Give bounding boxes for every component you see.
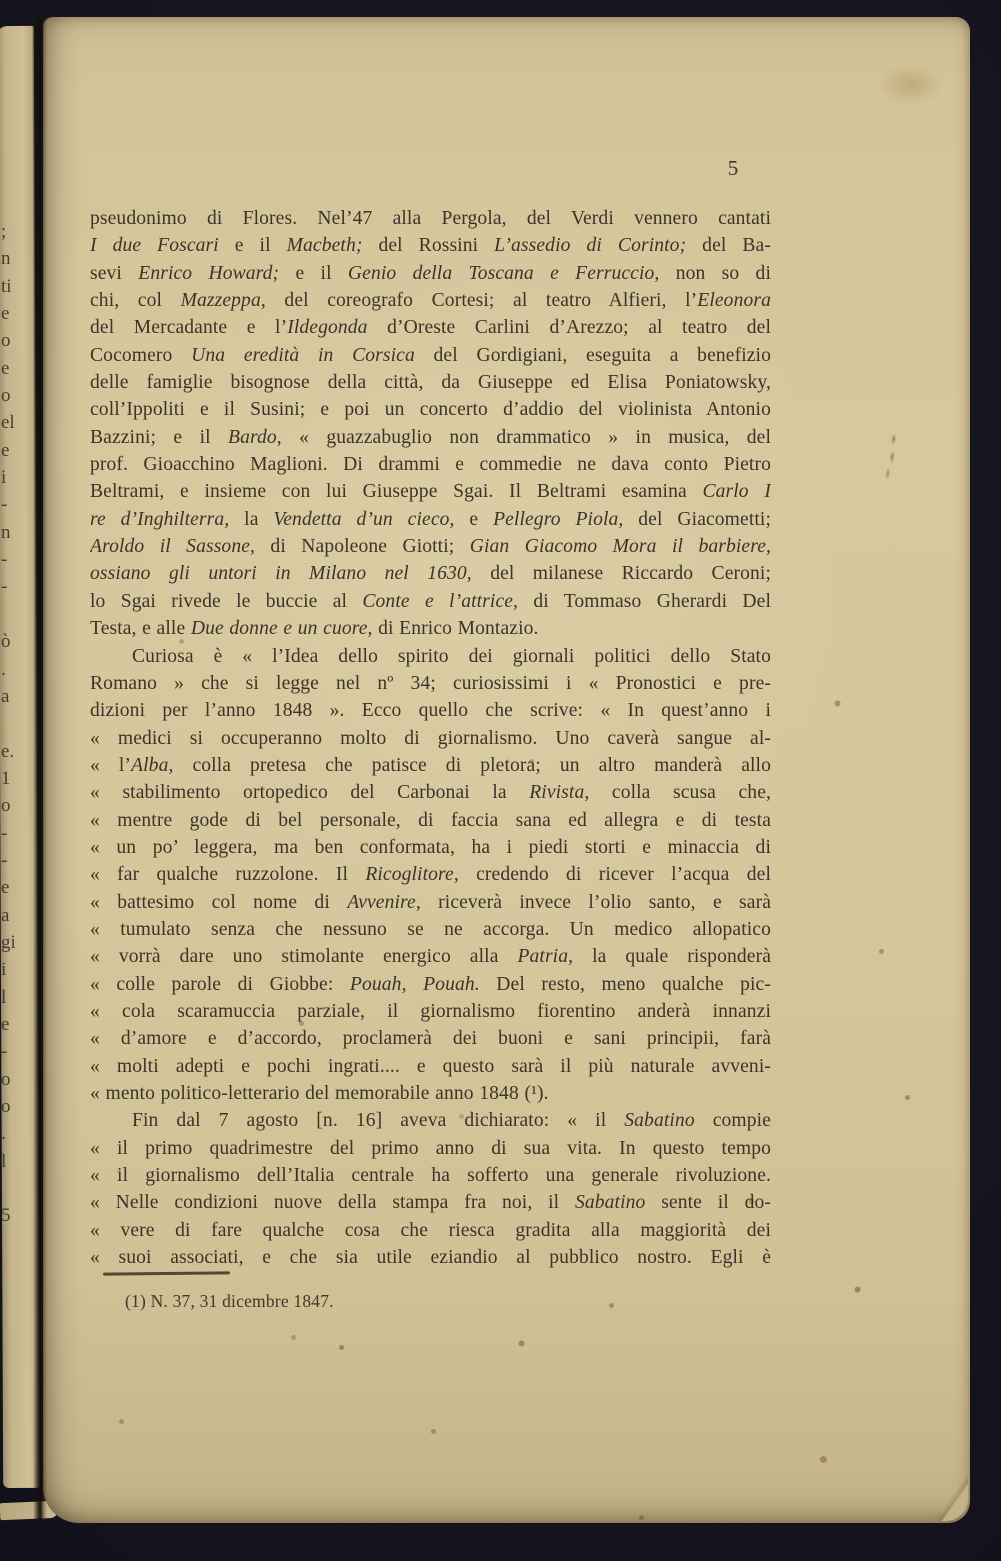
text-segment: credendo di ricever l’acqua del [458, 864, 771, 886]
text-segment: Beltrami, e insieme con lui Giuseppe Sgai. Il Beltrami esamina [90, 481, 703, 503]
edge-text-fragment: e [1, 1013, 10, 1035]
text-segment: « tumulato senza che nessuno se ne accorga. Un medico allopatico [90, 918, 771, 940]
text-segment: « far qualche ruzzolone. Il [90, 864, 366, 886]
book-gutter-shadow [33, 18, 47, 1520]
text-line [90, 943, 771, 970]
italic-text-segment: Ildegonda [287, 317, 368, 339]
italic-text-segment: Gian Giacomo Mora il barbiere, [469, 536, 771, 558]
italic-text-segment: Patria, [517, 946, 574, 968]
italic-text-segment: Carlo I [702, 481, 771, 503]
edge-text-fragment: el [1, 412, 15, 434]
text-segment: compie [694, 1110, 771, 1132]
text-segment: « mentre gode di bel personale, di faccia sana ed allegra e di testa [90, 809, 771, 831]
italic-text-segment: Aroldo il Sassone, [90, 536, 256, 558]
text-segment: Del resto, meno qualche pic- [479, 973, 771, 995]
italic-text-segment: Conte e l’attrice, [362, 590, 519, 612]
italic-text-segment: Bardo, [228, 426, 282, 448]
edge-text-fragment: n [1, 248, 11, 270]
edge-text-fragment: ò [1, 631, 11, 653]
italic-text-segment: I due Foscari [90, 235, 219, 257]
edge-text-fragment: gi [1, 931, 16, 953]
text-line [90, 232, 771, 259]
edge-text-fragment: o [1, 795, 11, 817]
text-segment: del coreografo Cortesi; al teatro Alfieri, l’ [265, 290, 698, 312]
text-segment: Romano » che si legge nel nº 34; curiosissimi i « Pronostici e pre- [90, 672, 771, 694]
edge-text-fragment: e [1, 439, 10, 461]
text-segment: « mento politico-letterario del memorabile anno 1848 (¹). [90, 1083, 549, 1104]
text-segment: del milanese Riccardo Ceroni; [471, 563, 771, 585]
italic-text-segment: Rivista, [529, 782, 590, 804]
text-line [90, 1135, 771, 1162]
text-line [90, 1025, 771, 1052]
edge-text-fragment: a [1, 904, 10, 926]
text-line [90, 369, 771, 396]
text-segment: chi, col [90, 290, 181, 312]
text-line [90, 861, 771, 888]
italic-text-segment: ossiano gli untori in Milano nel 1630, [90, 563, 472, 585]
page-number: 5 [727, 156, 739, 180]
ink-smudge [884, 429, 899, 487]
text-segment: « il giornalismo dell’Italia centrale ha sofferto una generale rivoluzione. [90, 1165, 771, 1187]
text-segment: lo Sgai rivede le buccie al [90, 590, 363, 612]
text-segment: delle famiglie bisognose della città, da Giuseppe ed Elisa Poniatowsky, [90, 372, 771, 394]
italic-text-segment: Una eredità in Corsica [191, 344, 415, 366]
italic-text-segment: Enrico Howard; [138, 262, 280, 284]
italic-text-segment: Genio della Toscana e Ferruccio, [347, 262, 660, 284]
text-line [90, 643, 771, 670]
edge-text-fragment: e. [1, 740, 15, 762]
text-line [90, 342, 771, 369]
edge-text-fragment: - [1, 1041, 8, 1063]
text-line [90, 396, 771, 423]
text-segment: e il [279, 262, 348, 284]
italic-text-segment: Eleonora [697, 290, 771, 312]
edge-text-fragment: l [1, 1150, 7, 1172]
text-segment: « guazzabuglio non drammatico » in musica, del [281, 426, 771, 448]
edge-text-fragment: o [1, 1068, 11, 1090]
text-line [90, 998, 771, 1025]
text-segment: « battesimo col nome di [90, 891, 348, 913]
italic-text-segment: Sabatino [574, 1192, 646, 1214]
italic-text-segment: re d’Inghilterra, [90, 508, 230, 530]
text-segment: la quale risponderà [573, 946, 771, 968]
edge-text-fragment: - [1, 822, 8, 844]
italic-text-segment: Due donne e un cuore, [190, 618, 373, 640]
text-segment: Testa, e alle [90, 618, 191, 640]
text-segment: « d’amore e d’accordo, proclamerà dei buoni e sani principii, farà [90, 1028, 771, 1050]
edge-text-fragment: ti [1, 275, 12, 297]
text-line [90, 752, 771, 779]
text-segment: d’Oreste Carlini d’Arezzo; al teatro del [367, 317, 771, 339]
text-segment: Curiosa è « l’Idea dello spirito dei giornali politici dello Stato [132, 645, 771, 667]
italic-text-segment: Alba, [131, 754, 174, 776]
text-segment: « molti adepti e pochi ingrati.... e questo sarà il più naturale avveni- [90, 1055, 771, 1077]
edge-text-fragment [1, 1175, 27, 1202]
text-line [90, 1053, 771, 1080]
edge-text-fragment: e [1, 303, 10, 325]
edge-text-fragment: i [1, 467, 7, 489]
italic-text-segment: Avvenire, [347, 891, 421, 913]
edge-text-fragment: a [1, 685, 10, 707]
text-line [90, 424, 771, 451]
text-segment: « medici si occuperanno molto di giornalismo. Uno caverà sangue al- [90, 727, 771, 749]
text-line [90, 807, 771, 834]
text-segment: del Giacometti; [623, 508, 771, 530]
text-segment: e il [218, 235, 287, 257]
italic-text-segment: Macbeth; [286, 235, 363, 257]
text-line [90, 779, 771, 806]
text-line [90, 916, 771, 943]
edge-text-fragment: o [1, 385, 11, 407]
italic-text-segment: Vendetta d’un cieco, [273, 508, 455, 530]
text-segment: del Gordigiani, eseguita a benefizio [414, 344, 771, 366]
text-segment: colla scusa che, [589, 782, 771, 804]
text-segment: la [229, 508, 274, 530]
text-segment: « vorrà dare uno stimolante energico alla [90, 946, 518, 968]
text-line [90, 1080, 771, 1107]
text-segment: sente il do- [645, 1192, 771, 1214]
text-segment: pseudonimo di Flores. Nel’47 alla Pergola, del Verdi vennero cantati [90, 208, 771, 229]
text-segment: « suoi associati, e che sia utile eziandio al pubblico nostro. Egli è [90, 1247, 771, 1269]
italic-text-segment: Pellegro Piola, [493, 508, 624, 530]
text-segment: del Ba- [686, 235, 771, 257]
edge-text-fragment: 5 [1, 1205, 11, 1227]
text-segment: prof. Gioacchino Maglioni. Di drammi e commedie ne dava conto Pietro [90, 454, 771, 476]
text-line [90, 506, 771, 533]
text-segment: « cola scaramuccia parziale, il giornalismo fiorentino anderà innanzi [90, 1000, 771, 1022]
text-line [90, 560, 771, 587]
text-segment: coll’Ippoliti e il Susini; e poi un concerto d’addio del violinista Antonio [90, 399, 771, 421]
text-segment: « colle parole di Giobbe: [90, 973, 350, 995]
text-line [90, 287, 771, 314]
text-segment: del Mercadante e l’ [90, 317, 288, 339]
edge-text-fragment: i [1, 959, 7, 981]
text-line [90, 478, 771, 505]
body-text [90, 205, 771, 1271]
text-line [90, 889, 771, 916]
text-segment: di Tommaso Gherardi Del [518, 590, 771, 612]
text-line [90, 1107, 771, 1134]
edge-text-fragment [1, 601, 27, 628]
text-line [90, 1244, 771, 1271]
edge-text-fragment: o [1, 330, 11, 352]
book-page [43, 17, 970, 1523]
text-segment: non so di [659, 262, 771, 284]
text-line [90, 588, 771, 615]
text-segment: riceverà invece l’olio santo, e sarà [420, 891, 771, 913]
text-line [90, 697, 771, 724]
text-line [90, 260, 771, 287]
edge-text-fragment: e [1, 357, 10, 379]
edge-text-fragment [1, 710, 27, 737]
italic-text-segment: L’assedio di Corinto; [494, 235, 687, 257]
footnote-text: (1) N. 37, 31 dicembre 1847. [125, 1291, 334, 1311]
text-line [90, 834, 771, 861]
text-segment: colla pretesa che patisce di pletora; un altro manderà allo [173, 754, 771, 776]
text-segment: Fin dal 7 agosto [n. 16] aveva dichiarato: « il [132, 1110, 625, 1132]
edge-text-fragment: - [1, 494, 8, 516]
text-line [90, 615, 771, 642]
page-corner-fold [914, 1477, 968, 1521]
edge-text-fragment: 1 [1, 767, 11, 789]
text-line [90, 971, 771, 998]
text-segment: e [454, 508, 494, 530]
edge-text-fragment: ; [1, 221, 7, 242]
text-segment: « l’ [90, 754, 132, 776]
italic-text-segment: Mazzeppa, [180, 290, 266, 312]
text-segment: di Napoleone Giotti; [255, 536, 470, 558]
text-segment: « stabilimento ortopedico del Carbonai la [90, 782, 530, 804]
previous-page-text-fragments [1, 218, 27, 1257]
text-segment: di Enrico Montazio. [372, 618, 539, 640]
text-segment: sevi [90, 262, 139, 284]
italic-text-segment: Ricoglitore, [365, 864, 459, 886]
edge-text-fragment: - [1, 849, 8, 871]
text-segment: « il primo quadrimestre del primo anno di sua vita. In questo tempo [90, 1137, 771, 1159]
text-line [90, 725, 771, 752]
edge-text-fragment: o [1, 1096, 11, 1117]
text-line [90, 670, 771, 697]
text-segment: « un po’ leggera, ma ben conformata, ha i piedi storti e minaccia di [90, 836, 771, 858]
text-segment: « Nelle condizioni nuove della stampa fra noi, il [90, 1192, 575, 1214]
text-line [90, 205, 771, 232]
italic-text-segment: Pouah, Pouah. [349, 973, 480, 995]
edge-text-fragment: - [1, 576, 8, 598]
text-segment: del Rossini [362, 235, 495, 257]
edge-text-fragment: . [1, 658, 6, 680]
text-segment: Bazzini; e il [90, 426, 228, 448]
edge-text-fragment: n [1, 521, 11, 543]
text-line [90, 1189, 771, 1216]
edge-text-fragment [1, 1230, 27, 1257]
text-segment: dizioni per l’anno 1848 ». Ecco quello che scrive: « In quest’anno i [90, 700, 771, 722]
edge-text-fragment: - [1, 549, 8, 571]
text-line [90, 533, 771, 560]
edge-text-fragment: l [1, 986, 7, 1008]
text-segment: « vere di fare qualche cosa che riesca gradita alla maggiorità dei [90, 1219, 771, 1241]
text-line [90, 314, 771, 341]
text-line [90, 1162, 771, 1189]
edge-text-fragment: . [1, 1123, 6, 1145]
text-line [90, 451, 771, 478]
footnote-rule [103, 1271, 230, 1275]
italic-text-segment: Sabatino [624, 1110, 695, 1132]
edge-text-fragment: e [1, 877, 10, 899]
text-segment: Cocomero [90, 344, 192, 366]
text-line [90, 1217, 771, 1244]
